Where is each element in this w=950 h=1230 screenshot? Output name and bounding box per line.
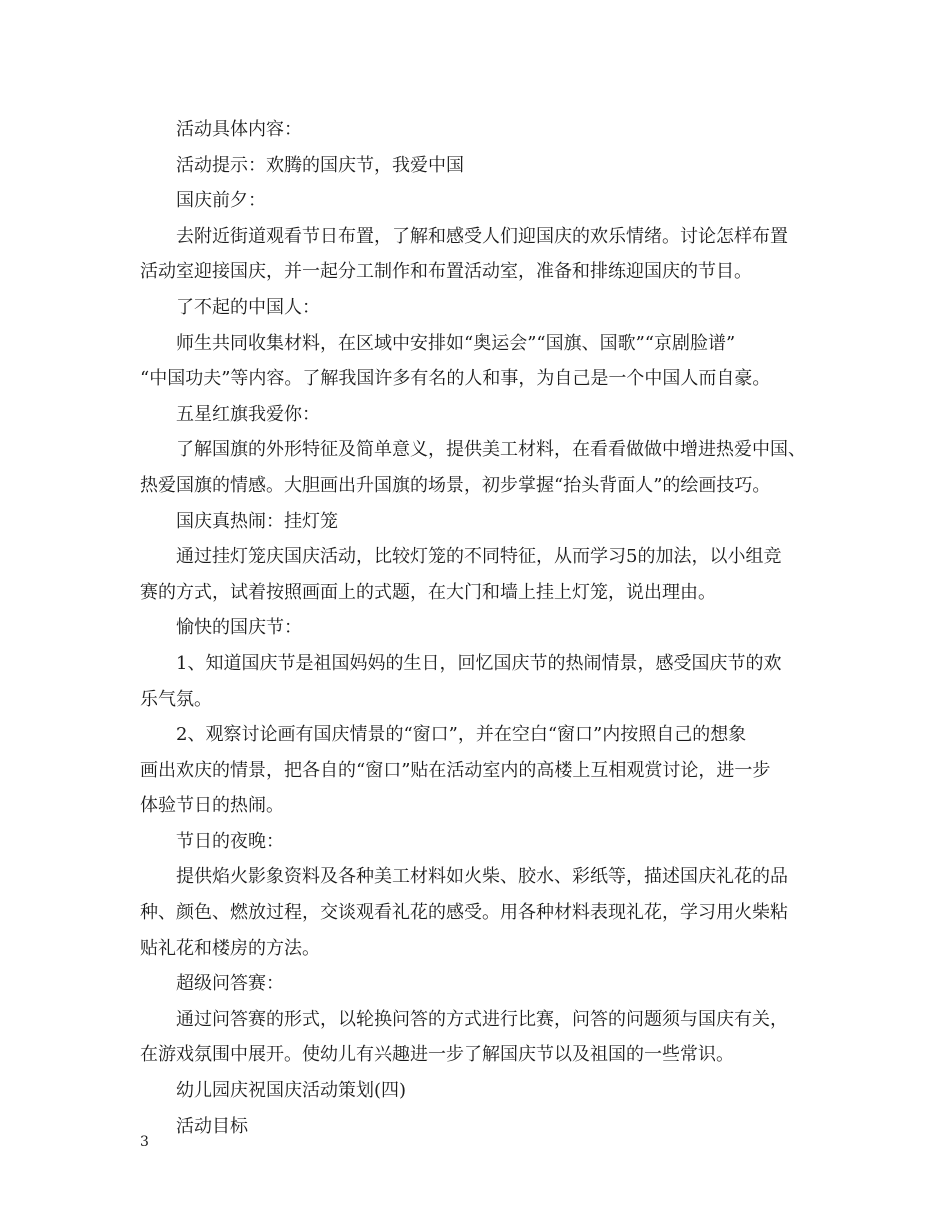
- text-line: 通过挂灯笼庆国庆活动，比较灯笼的不同特征，从而学习5的加法，以小组竞: [176, 546, 782, 568]
- text-line: 体验节日的热闹。: [140, 795, 284, 817]
- text-line: 贴礼花和楼房的方法。: [140, 937, 320, 959]
- page-number: 3: [140, 1134, 149, 1150]
- text-line: 愉快的国庆节：: [176, 617, 302, 639]
- text-line: 赛的方式，试着按照画面上的式题，在大门和墙上挂上灯笼，说出理由。: [140, 581, 716, 603]
- text-line: 去附近街道观看节日布置，了解和感受人们迎国庆的欢乐情绪。讨论怎样布置: [176, 225, 788, 247]
- document-body: [140, 112, 820, 1144]
- text-line: 提供焰火影象资料及各种美工材料如火柴、胶水、彩纸等，描述国庆礼花的品: [176, 866, 788, 888]
- text-line: 师生共同收集材料，在区域中安排如“奥运会”“国旗、国歌”“京剧脸谱”: [176, 332, 736, 354]
- text-line: 1、知道国庆节是祖国妈妈的生日，回忆国庆节的热闹情景，感受国庆节的欢: [176, 652, 782, 674]
- text-line: 乐气氛。: [140, 688, 212, 710]
- text-line: 国庆前夕：: [176, 190, 266, 212]
- text-line: 国庆真热闹：挂灯笼: [176, 510, 338, 532]
- text-line: 了解国旗的外形特征及简单意义，提供美工材料，在看看做做中增进热爱中国、: [176, 439, 806, 461]
- text-line: 活动提示：欢腾的国庆节，我爱中国: [176, 154, 464, 176]
- text-line: 活动目标: [176, 1115, 248, 1137]
- text-line: 了不起的中国人：: [176, 296, 320, 318]
- text-line: 热爱国旗的情感。大胆画出升国旗的场景，初步掌握“抬头背面人”的绘画技巧。: [140, 474, 771, 496]
- text-line: 种、颜色、燃放过程，交谈观看礼花的感受。用各种材料表现礼花，学习用火柴粘: [140, 902, 788, 924]
- text-line: 节日的夜晚：: [176, 830, 284, 852]
- text-line: 活动具体内容：: [176, 119, 302, 140]
- text-line: 在游戏氛围中展开。使幼儿有兴趣进一步了解国庆节以及祖国的一些常识。: [140, 1044, 734, 1066]
- text-line: 画出欢庆的情景，把各自的“窗口”贴在活动室内的高楼上互相观赏讨论，进一步: [140, 759, 771, 781]
- text-line: 五星红旗我爱你：: [176, 403, 320, 425]
- text-line: “中国功夫”等内容。了解我国许多有名的人和事，为自己是一个中国人而自豪。: [140, 368, 771, 390]
- text-line: 活动室迎接国庆，并一起分工制作和布置活动室，准备和排练迎国庆的节目。: [140, 261, 752, 283]
- text-line: 超级问答赛：: [176, 973, 284, 995]
- text-line: 通过问答赛的形式，以轮换问答的方式进行比赛，问答的问题须与国庆有关，: [176, 1008, 788, 1030]
- text-line: 幼儿园庆祝国庆活动策划(四): [176, 1080, 407, 1102]
- text-line: 2、观察讨论画有国庆情景的“窗口”，并在空白“窗口”内按照自己的想象: [176, 724, 747, 746]
